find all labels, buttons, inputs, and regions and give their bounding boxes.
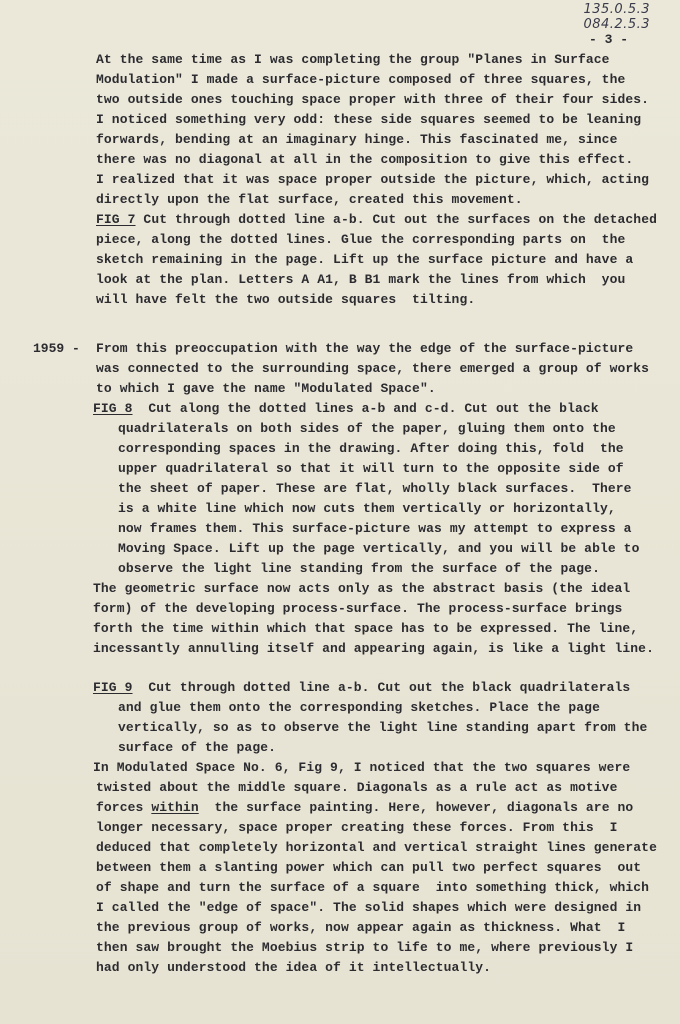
line-text: the surface painting. Here, however, diagonals are no (198, 800, 634, 815)
text-line (96, 272, 625, 288)
text-line (96, 172, 649, 188)
text-line (96, 152, 633, 168)
text-line (96, 72, 625, 88)
line-text: I noticed something very odd: these side squares seemed to be leaning (96, 112, 642, 127)
line-text-prefix: forces (96, 800, 152, 815)
text-line (96, 381, 436, 397)
text-line (118, 421, 616, 437)
line-text: of shape and turn the surface of a square into something thick, which (96, 880, 650, 895)
text-line (118, 720, 647, 736)
archive-reference-1: 135.0.5.3 (583, 2, 650, 17)
year-label: 1959 - (33, 341, 80, 356)
line-text: between them a slanting power which can pull two perfect squares out (96, 860, 642, 875)
line-text: forth the time within which that space has to be expressed. The line, (93, 621, 639, 636)
text-line (96, 292, 475, 308)
line-text: form) of the developing process-surface. The process-surface brings (93, 601, 623, 616)
line-text: From this preoccupation with the way the edge of the surface-picture (96, 341, 634, 356)
text-line (118, 700, 600, 716)
text-line (96, 820, 617, 836)
text-line (96, 192, 523, 208)
line-text: then saw brought the Moebius strip to life to me, where previously I (96, 940, 634, 955)
line-text: twisted about the middle square. Diagonals as a rule act as motive (96, 780, 618, 795)
text-line (96, 880, 649, 896)
line-text: observe the light line standing from the surface of the page. (118, 561, 600, 576)
line-text: Cut through dotted line a-b. Cut out the black quadrilaterals (132, 680, 631, 695)
line-text: upper quadrilateral so that it will turn to the opposite side of (118, 461, 624, 476)
text-line (93, 601, 622, 617)
text-line (118, 561, 600, 577)
text-line (118, 461, 624, 477)
line-text: had only understood the idea of it intellectually. (96, 960, 492, 975)
line-text: quadrilaterals on both sides of the paper, gluing them onto the (118, 421, 616, 436)
line-text: At the same time as I was completing the group "Planes in Surface (96, 52, 610, 67)
archive-reference-2: 084.2.5.3 (583, 17, 650, 32)
text-line (96, 900, 641, 916)
text-line (93, 581, 630, 597)
line-text: surface of the page. (118, 740, 277, 755)
line-text: directly upon the flat surface, created this movement. (96, 192, 523, 207)
text-line (93, 401, 599, 417)
text-line (96, 780, 617, 796)
text-line (93, 621, 638, 637)
text-line (118, 441, 624, 457)
line-text: Cut through dotted line a-b. Cut out the surfaces on the detached (135, 212, 657, 227)
line-text: the previous group of works, now appear again as thickness. What I (96, 920, 626, 935)
emphasized-word: within (151, 800, 199, 815)
text-line (118, 481, 632, 497)
text-line (93, 680, 630, 696)
text-line (93, 760, 630, 776)
text-line (96, 232, 625, 248)
text-line (118, 541, 639, 557)
line-text: Modulation" I made a surface-picture composed of three squares, the (96, 72, 626, 87)
text-line (118, 740, 276, 756)
line-text: is a white line which now cuts them vertically or horizontally, (118, 501, 616, 516)
text-line (96, 800, 633, 816)
line-text: to which I gave the name "Modulated Space". (96, 381, 436, 396)
text-line (96, 252, 633, 268)
text-line (96, 960, 491, 976)
line-text: deduced that completely horizontal and vertical straight lines generate (96, 840, 657, 855)
line-text: I called the "edge of space". The solid shapes which were designed in (96, 900, 642, 915)
line-text: Moving Space. Lift up the page vertically, and you will be able to (118, 541, 640, 556)
text-line (96, 860, 641, 876)
figure-label: FIG 8 (93, 401, 133, 416)
text-line (96, 52, 610, 68)
text-line (96, 361, 649, 377)
text-line (96, 341, 633, 357)
line-text: Cut along the dotted lines a-b and c-d. Cut out the black (132, 401, 599, 416)
line-text: sketch remaining in the page. Lift up the surface picture and have a (96, 252, 634, 267)
line-text: look at the plan. Letters A A1, B B1 mark the lines from which you (96, 272, 626, 287)
text-line (96, 940, 633, 956)
text-line (96, 212, 657, 228)
text-line (118, 501, 616, 517)
line-text: longer necessary, space proper creating these forces. From this I (96, 820, 618, 835)
line-text: incessantly annulling itself and appearing again, is like a light line. (93, 641, 654, 656)
line-text: there was no diagonal at all in the composition to give this effect. (96, 152, 634, 167)
text-line (96, 112, 641, 128)
line-text: and glue them onto the corresponding sketches. Place the page (118, 700, 600, 715)
line-text: The geometric surface now acts only as the abstract basis (the ideal (93, 581, 631, 596)
line-text: vertically, so as to observe the light line standing apart from the (118, 720, 648, 735)
line-text: two outside ones touching space proper with three of their four sides. (96, 92, 650, 107)
line-text: In Modulated Space No. 6, Fig 9, I noticed that the two squares were (93, 760, 631, 775)
text-line (96, 840, 657, 856)
line-text: corresponding spaces in the drawing. After doing this, fold the (118, 441, 624, 456)
line-text: was connected to the surrounding space, there emerged a group of works (96, 361, 650, 376)
line-text: I realized that it was space proper outside the picture, which, acting (96, 172, 650, 187)
text-line (96, 92, 649, 108)
line-text: will have felt the two outside squares tilting. (96, 292, 476, 307)
text-line (96, 132, 617, 148)
figure-label: FIG 9 (93, 680, 133, 695)
page-number: - 3 - (588, 32, 628, 47)
figure-label: FIG 7 (96, 212, 136, 227)
text-line (96, 920, 625, 936)
line-text: piece, along the dotted lines. Glue the corresponding parts on the (96, 232, 626, 247)
text-line (118, 521, 632, 537)
line-text: forwards, bending at an imaginary hinge. This fascinated me, since (96, 132, 618, 147)
line-text: the sheet of paper. These are flat, wholly black surfaces. There (118, 481, 632, 496)
line-text: now frames them. This surface-picture was my attempt to express a (118, 521, 632, 536)
text-line (93, 641, 654, 657)
